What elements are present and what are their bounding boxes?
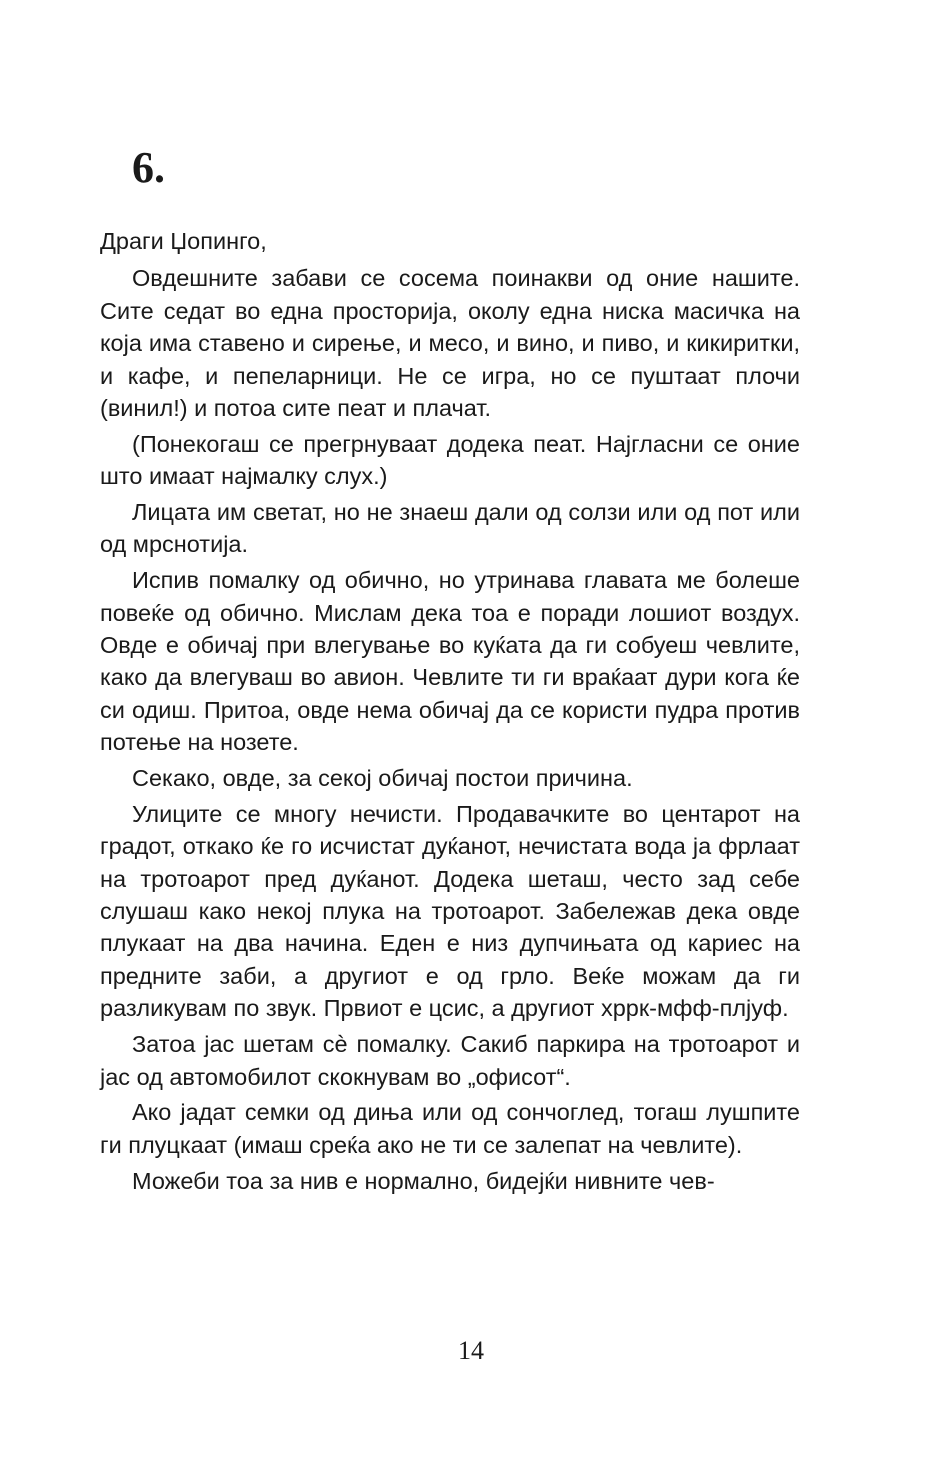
paragraph-7: Затоа јас шетам сè помалку. Сакиб паркира на тротоарот и јас од автомобилот скокнувам во „офисот“. bbox=[100, 1031, 800, 1090]
letter-salutation: Драги Џопинго, bbox=[100, 228, 267, 254]
paragraph-1: Овдешните забави се сосема поинакви од оние нашите. Сите седат во една просторија, околу една ниска масичка на која има ставено и сирење, и месо, и вино, и пиво, и кикиритки, и кафе, и пепеларници. Не се игра, но се пуштаат плочи (винил!) и потоа сите пеат и плачат. bbox=[100, 265, 800, 422]
paragraph-9: Можеби тоа за нив е нормално, бидејќи нивните чев- bbox=[132, 1167, 715, 1194]
page-number: 14 bbox=[458, 1336, 484, 1365]
paragraph-6: Улиците се многу нечисти. Продавачките во центарот на градот, откако ќе го исчистат дуќанот, нечистата вода ја фрлаат на тротоарот пред дуќанот. Додека шеташ, често зад себе слушаш како некој плука на тротоарот. Забележав дека овде плукаат на два начина. Еден е низ дупчињата од кариес на предните заби, а другиот е од грло. Веќе можам да ги разликувам по звук. Првиот е цсис, а другиот хррк-мфф-плјуф. bbox=[100, 800, 800, 1022]
paragraph-3: Лицата им светат, но не знаеш дали од солзи или од пот или од мрснотија. bbox=[100, 499, 800, 558]
paragraph-2: (Понекогаш се прегрнуваат додека пеат. Најгласни се оние што имаат најмалку слух.) bbox=[100, 430, 800, 490]
paragraph-4: Испив помалку од обично, но утринава главата ме болеше повеќе од обично. Мислам дека тоа е поради лошиот воздух. Овде е обичај при влегување во куќата да ги собуеш чевлите, како да влегуваш во авион. Чевлите ти ги враќаат дури кога ќе си одиш. Притоа, овде нема обичај да се користи пудра против потење на нозете. bbox=[100, 567, 800, 756]
paragraph-5: Секако, овде, за секој обичај постои причина. bbox=[132, 765, 633, 792]
letter-body bbox=[100, 225, 800, 1200]
paragraph-8: Ако јадат семки од диња или од сончоглед, тогаш лушпите ги плуцкаат (имаш среќа ако не ти се залепат на чевлите). bbox=[100, 1099, 800, 1158]
chapter-number: 6. bbox=[132, 143, 165, 192]
